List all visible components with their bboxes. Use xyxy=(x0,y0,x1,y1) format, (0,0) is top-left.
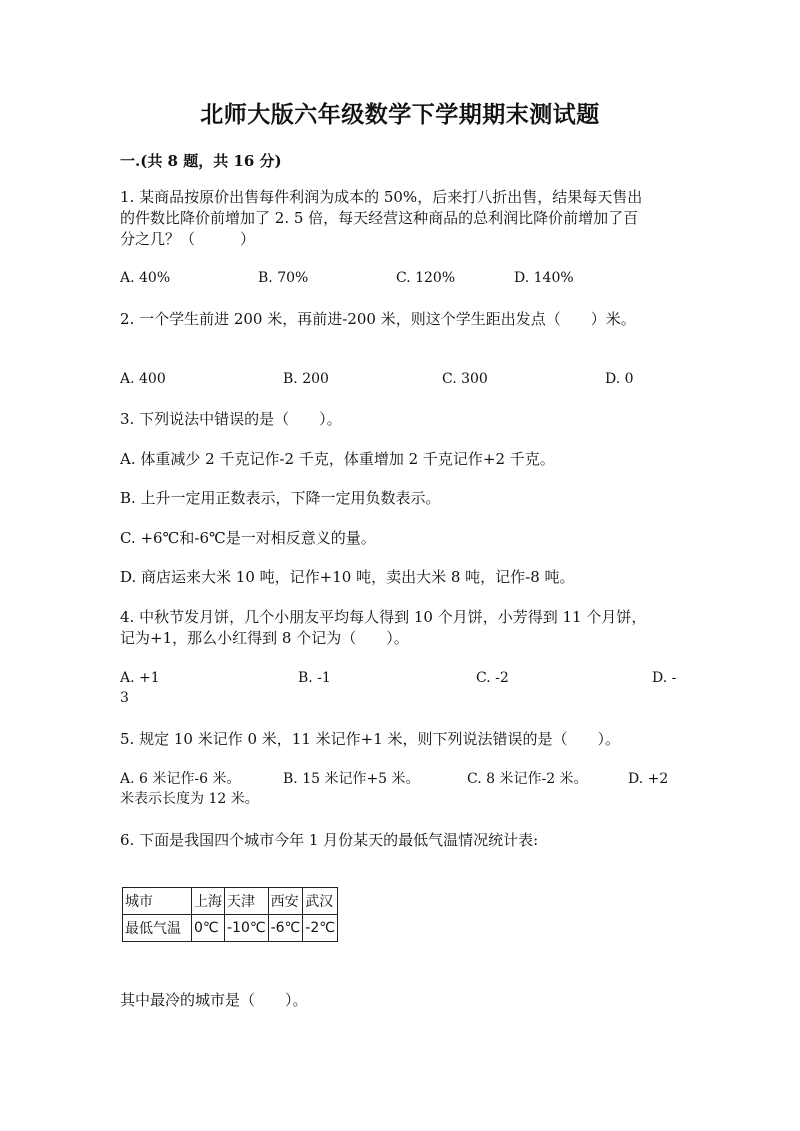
question-line: 记为+1，那么小红得到 8 个记为（ ）。 xyxy=(120,629,409,647)
option-b: B. -1 xyxy=(298,670,331,686)
table-row xyxy=(123,915,338,942)
option-b: B. 70% xyxy=(258,270,309,286)
option-d-continued: 米表示长度为 12 米。 xyxy=(120,791,259,807)
section-heading: 一.(共 8 题，共 16 分) xyxy=(120,152,282,170)
option-a: A. 400 xyxy=(120,371,166,387)
question-line: 2. 一个学生前进 200 米，再前进-200 米，则这个学生距出发点（ ）米。 xyxy=(120,310,636,328)
question-6 xyxy=(120,830,680,851)
table-cell: 上海 xyxy=(192,888,225,915)
question-6-prompt: 其中最冷的城市是（ ）。 xyxy=(120,991,308,1009)
option-c: C. -2 xyxy=(476,670,509,686)
table-cell: 天津 xyxy=(225,888,269,915)
option-c: C. +6℃和-6℃是一对相反意义的量。 xyxy=(120,529,376,547)
question-line: 6. 下面是我国四个城市今年 1 月份某天的最低气温情况统计表: xyxy=(120,831,539,849)
question-line: 分之几？（ ） xyxy=(120,230,256,248)
option-b: B. 200 xyxy=(283,371,329,387)
question-5 xyxy=(120,729,680,750)
table-cell: 城市 xyxy=(123,888,192,915)
question-line: 4. 中秋节发月饼，几个小朋友平均每人得到 10 个月饼，小芳得到 11 个月饼， xyxy=(120,608,647,626)
question-1 xyxy=(120,187,680,250)
option-c: C. 120% xyxy=(396,270,456,286)
table-cell: -10℃ xyxy=(225,915,269,942)
option-c: C. 8 米记作-2 米。 xyxy=(467,771,588,787)
question-3 xyxy=(120,409,680,430)
question-2 xyxy=(120,309,680,330)
table-cell: 武汉 xyxy=(303,888,338,915)
option-a: A. 体重减少 2 千克记作-2 千克，体重增加 2 千克记作+2 千克。 xyxy=(120,450,555,468)
question-line: 3. 下列说法中错误的是（ ）。 xyxy=(120,410,342,428)
option-a: A. +1 xyxy=(120,670,160,686)
option-a: A. 6 米记作-6 米。 xyxy=(120,771,241,787)
question-line: 1. 某商品按原价出售每件利润为成本的 50%，后来打八折出售，结果每天售出 xyxy=(120,188,643,206)
option-a: A. 40% xyxy=(120,270,171,286)
table-row xyxy=(123,888,338,915)
option-d: D. 140% xyxy=(514,270,574,286)
temperature-table xyxy=(122,887,338,942)
page-title: 北师大版六年级数学下学期期末测试题 xyxy=(200,101,600,128)
question-4 xyxy=(120,607,680,649)
question-line: 的件数比降价前增加了 2. 5 倍，每天经营这种商品的总利润比降价前增加了百 xyxy=(120,209,639,227)
option-d-continued: 3 xyxy=(120,690,129,706)
option-b: B. 上升一定用正数表示，下降一定用负数表示。 xyxy=(120,489,441,507)
option-b: B. 15 米记作+5 米。 xyxy=(283,771,420,787)
table-cell: 西安 xyxy=(268,888,303,915)
option-d: D. 商店运来大米 10 吨，记作+10 吨，卖出大米 8 吨，记作-8 吨。 xyxy=(120,568,575,586)
table-cell: 最低气温 xyxy=(123,915,192,942)
option-d: D. - xyxy=(652,670,677,686)
option-d: D. 0 xyxy=(605,371,634,387)
option-d: D. +2 xyxy=(628,771,669,787)
table-cell: -2℃ xyxy=(303,915,338,942)
table-cell: 0℃ xyxy=(192,915,225,942)
question-line: 5. 规定 10 米记作 0 米，11 米记作+1 米，则下列说法错误的是（ ）。 xyxy=(120,730,621,748)
option-c: C. 300 xyxy=(442,371,488,387)
table-cell: -6℃ xyxy=(268,915,303,942)
